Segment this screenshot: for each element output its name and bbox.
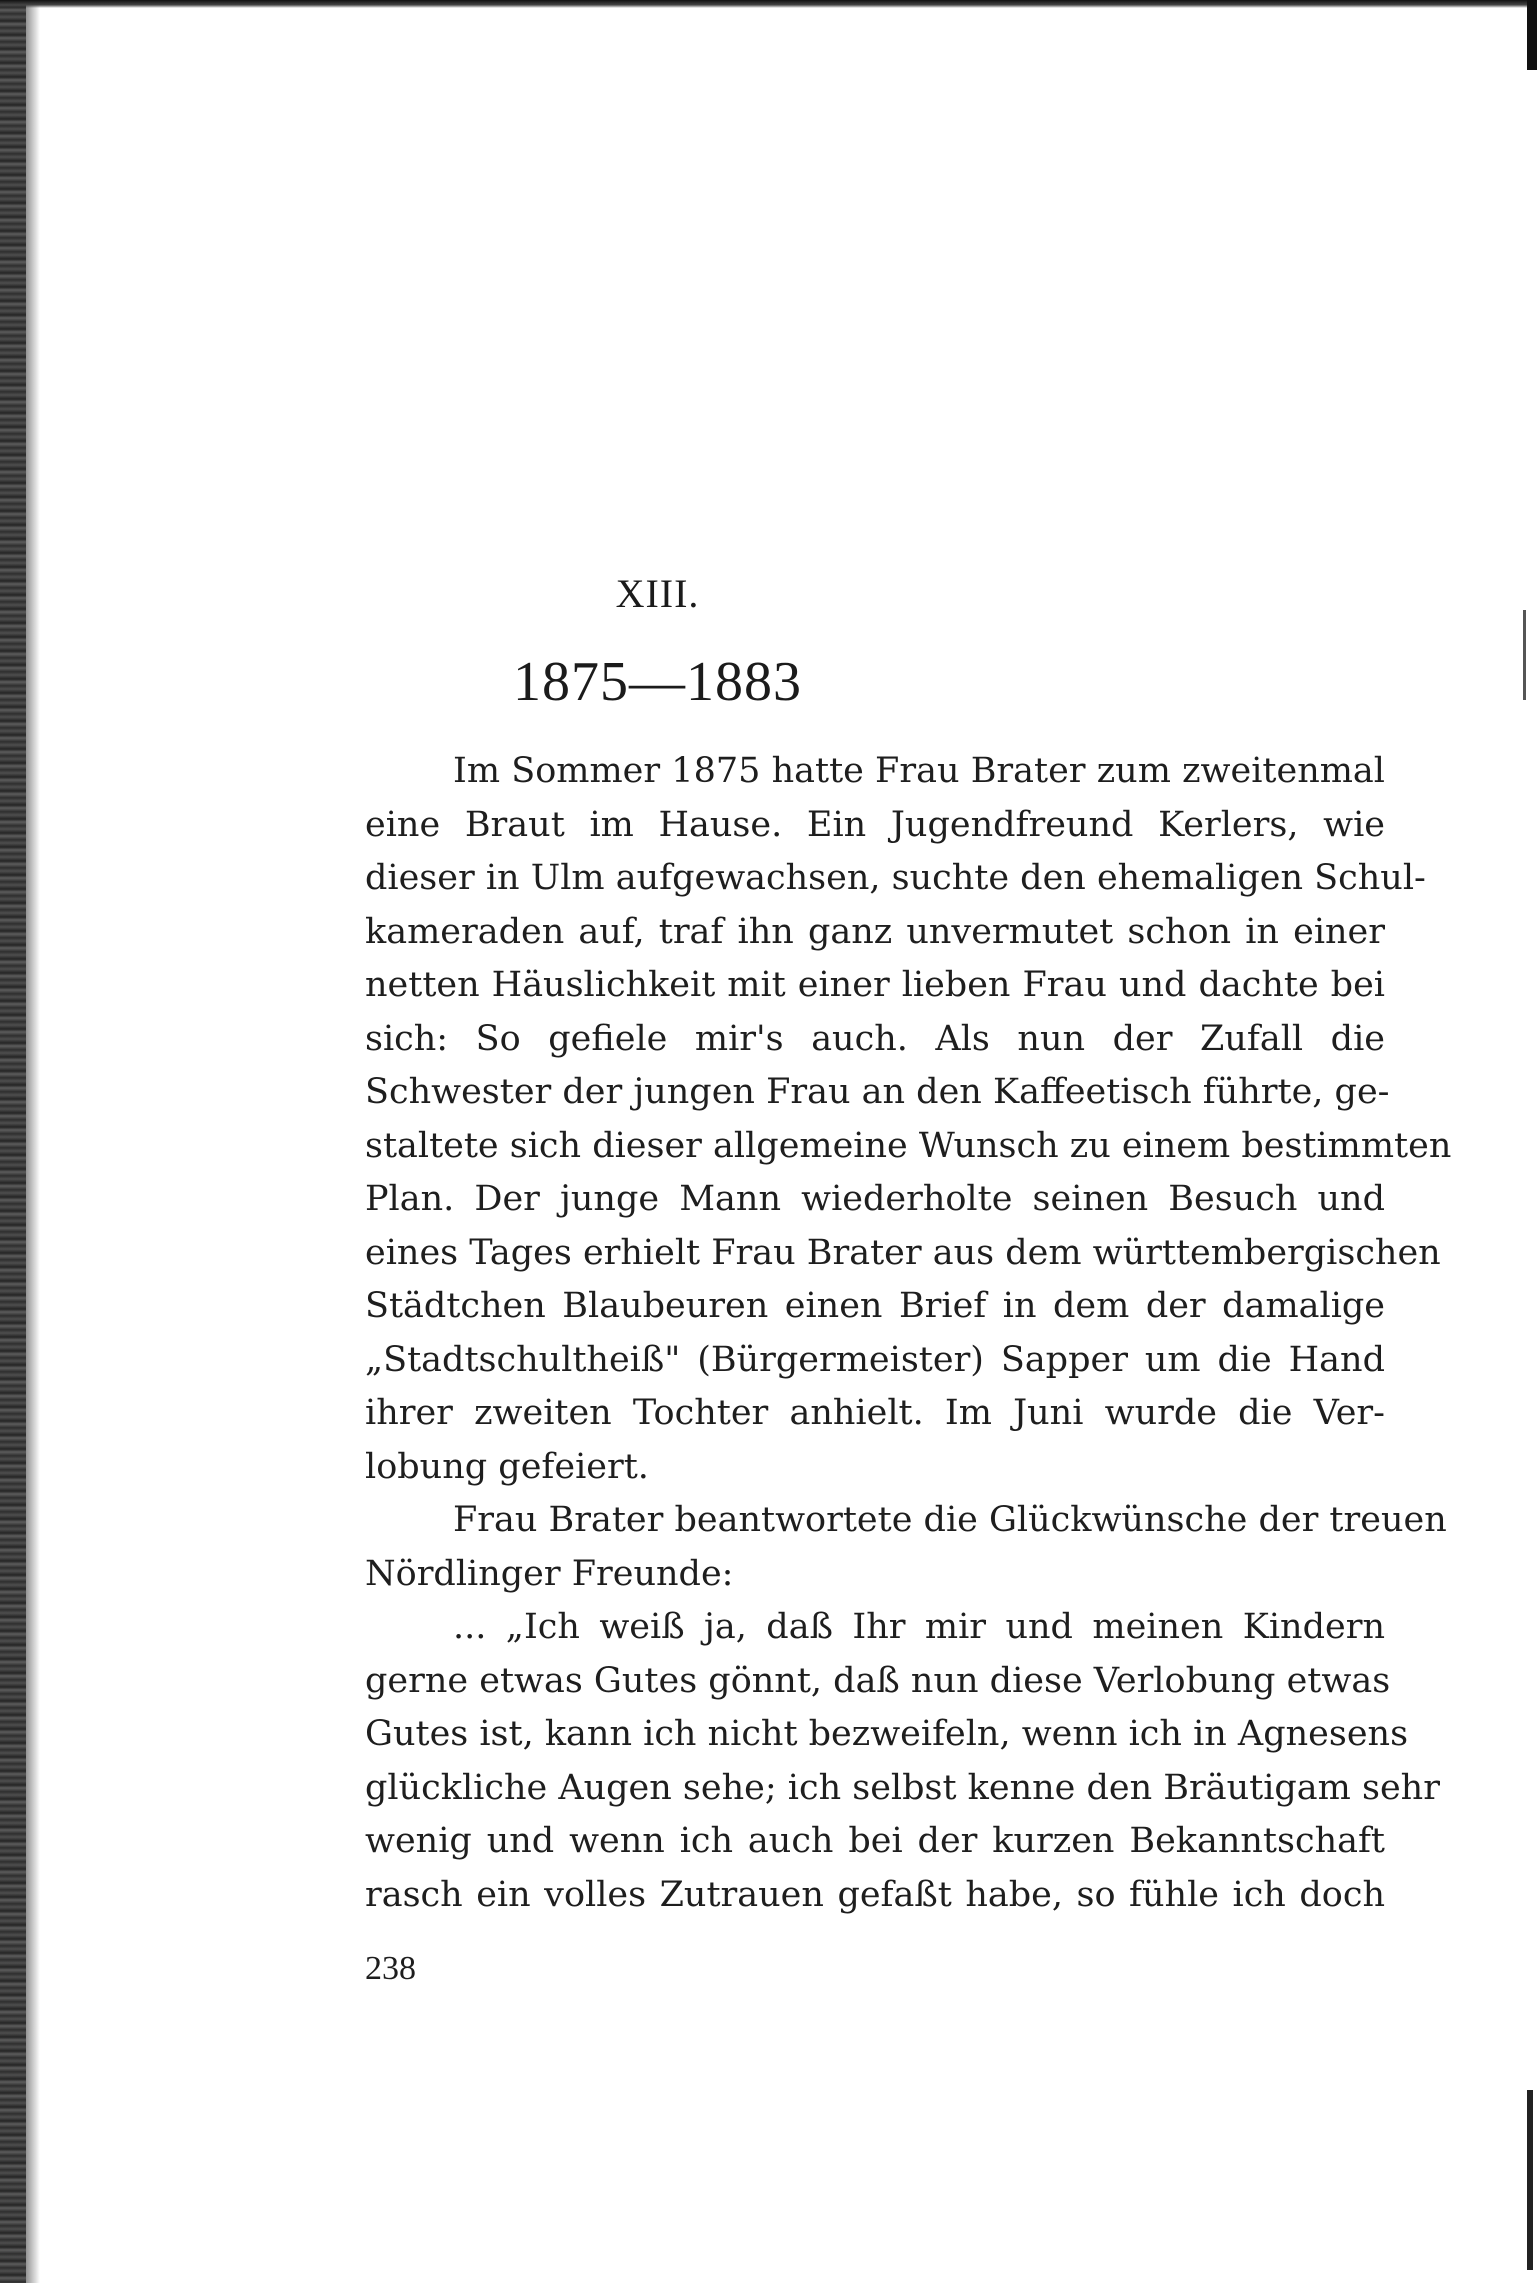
text-line: wenig und wenn ich auch bei der kurzen Bekanntschaft: [365, 1821, 1385, 1861]
text-line: staltete sich dieser allgemeine Wunsch zu einem bestimmten: [365, 1125, 1452, 1166]
right-edge-mark-bottom: [1527, 2090, 1533, 2270]
text-line: dieser in Ulm aufgewachsen, suchte den ehemaligen Schul-: [365, 858, 1426, 898]
text-line: Städtchen Blaubeuren einen Brief in dem der damalige: [365, 1286, 1385, 1326]
text-line: gerne etwas Gutes gönnt, daß nun diese Verlobung etwas: [365, 1660, 1391, 1701]
chapter-years: 1875—1883: [513, 651, 802, 713]
text-line: eine Braut im Hause. Ein Jugendfreund Kerlers, wie: [365, 804, 1385, 845]
text-line: sich: So gefiele mir's auch. Als nun der Zufall die: [365, 1018, 1385, 1059]
text-line: Schwester der jungen Frau an den Kaffeetisch führte, ge-: [365, 1072, 1390, 1112]
right-edge-mark-top: [1527, 0, 1537, 70]
text-line: netten Häuslichkeit mit einer lieben Frau und dachte bei: [365, 965, 1385, 1005]
chapter-number: XIII.: [615, 571, 700, 616]
text-line: ihrer zweiten Tochter anhielt. Im Juni wurde die Ver-: [365, 1393, 1385, 1433]
text-line: lobung gefeiert.: [365, 1446, 649, 1487]
top-edge: [0, 0, 1537, 8]
text-line: ... „Ich weiß ja, daß Ihr mir und meinen Kindern: [453, 1607, 1385, 1647]
text-line: Nördlinger Freunde:: [365, 1553, 734, 1594]
text-line: glückliche Augen sehe; ich selbst kenne den Bräutigam sehr: [365, 1767, 1440, 1808]
text-line: eines Tages erhielt Frau Brater aus dem württembergischen: [365, 1232, 1441, 1273]
text-line: Im Sommer 1875 hatte Frau Brater zum zweitenmal: [453, 751, 1385, 791]
binding-shadow: [26, 0, 40, 2283]
binding-edge: [0, 0, 26, 2283]
page-number: 238: [365, 1950, 416, 1987]
body-text: [365, 745, 1452, 1922]
text-line: Frau Brater beantwortete die Glückwünsche der treuen: [453, 1500, 1447, 1540]
text-line: „Stadtschultheiß" (Bürgermeister) Sapper um die Hand: [365, 1339, 1385, 1380]
text-line: rasch ein volles Zutrauen gefaßt habe, so fühle ich doch: [365, 1874, 1385, 1915]
right-edge-mark: [1523, 610, 1526, 700]
text-line: Gutes ist, kann ich nicht bezweifeln, wenn ich in Agnesens: [365, 1714, 1409, 1754]
text-line: Plan. Der junge Mann wiederholte seinen Besuch und: [365, 1179, 1385, 1219]
text-line: kameraden auf, traf ihn ganz unvermutet schon in einer: [365, 911, 1385, 952]
